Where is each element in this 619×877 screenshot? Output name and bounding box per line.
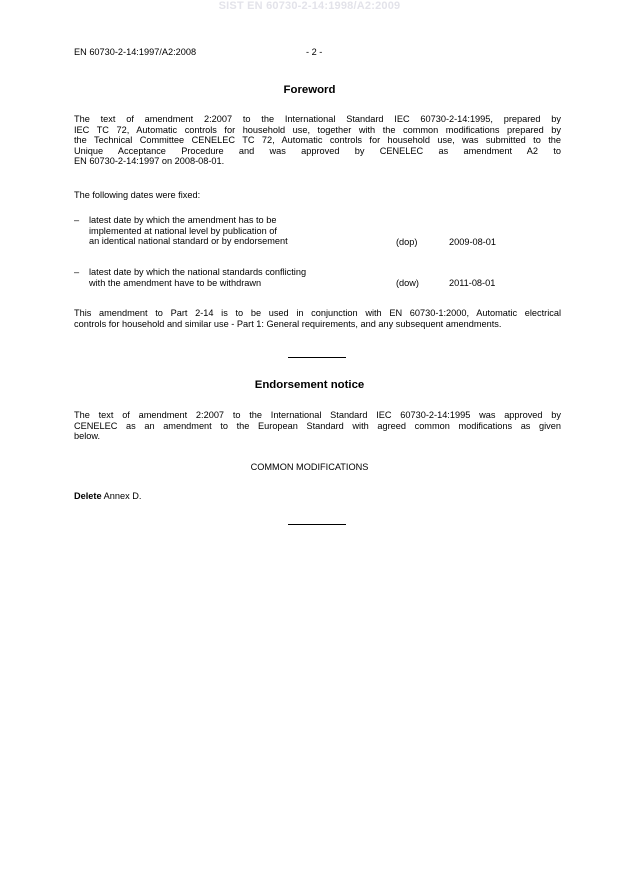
endorsement-paragraph — [74, 410, 561, 442]
paragraph-line: CENELEC as an amendment to the European Standard with agreed common modifications as given — [74, 420, 561, 431]
page-number: - 2 - — [306, 47, 323, 57]
paragraph-line: EN 60730-2-14:1997 on 2008-08-01. — [74, 156, 225, 167]
date-value: 2011-08-01 — [449, 278, 496, 288]
date-item-line: an identical national standard or by endorsement — [89, 236, 288, 247]
paragraph-line: The text of amendment 2:2007 to the International Standard IEC 60730-2-14:1995 was approved by — [74, 410, 561, 420]
date-item-line: implemented at national level by publication of — [89, 225, 277, 236]
date-item-line: latest date by which the amendment has to be — [89, 215, 277, 225]
date-code: (dow) — [396, 278, 419, 288]
paragraph-line: Unique Acceptance Procedure and was approved by CENELEC as amendment A2 to — [74, 145, 561, 156]
dates-intro: The following dates were fixed: — [74, 190, 201, 200]
delete-label: Delete — [74, 491, 102, 501]
paragraph-line: This amendment to Part 2-14 is to be used in conjunction with EN 60730-1:2000, Automatic electrical — [74, 308, 561, 318]
list-dash: – — [74, 267, 80, 277]
foreword-title: Foreword — [283, 84, 336, 96]
paragraph-line: IEC TC 72, Automatic controls for household use, together with the common modifications prepared by — [74, 124, 561, 135]
end-divider — [288, 524, 346, 525]
paragraph-line: The text of amendment 2:2007 to the International Standard IEC 60730-2-14:1995, prepared by — [74, 114, 561, 124]
date-item-line: latest date by which the national standards conflicting — [89, 267, 307, 277]
paragraph-line: controls for household and similar use - Part 1: General requirements, and any subsequent amendments. — [74, 318, 502, 329]
delete-annex-instruction — [74, 491, 141, 501]
endorsement-title: Endorsement notice — [254, 379, 365, 391]
watermark: SIST EN 60730-2-14:1998/A2:2009 — [218, 0, 401, 12]
section-divider — [288, 357, 346, 358]
delete-target: Annex D. — [101, 491, 142, 501]
paragraph-line: the Technical Committee CENELEC TC 72, Automatic controls for household use, was submitted to the — [74, 135, 561, 146]
document-reference: EN 60730-2-14:1997/A2:2008 — [74, 47, 197, 57]
date-item-line: with the amendment have to be withdrawn — [89, 277, 262, 288]
common-modifications-heading: COMMON MODIFICATIONS — [250, 462, 369, 472]
date-item-text — [89, 215, 288, 247]
foreword-closing-paragraph — [74, 308, 561, 329]
date-item-text — [89, 267, 306, 288]
date-value: 2009-08-01 — [449, 237, 496, 247]
paragraph-line: below. — [74, 431, 101, 442]
foreword-intro-paragraph — [74, 114, 561, 167]
list-dash: – — [74, 215, 80, 225]
date-code: (dop) — [396, 237, 418, 247]
